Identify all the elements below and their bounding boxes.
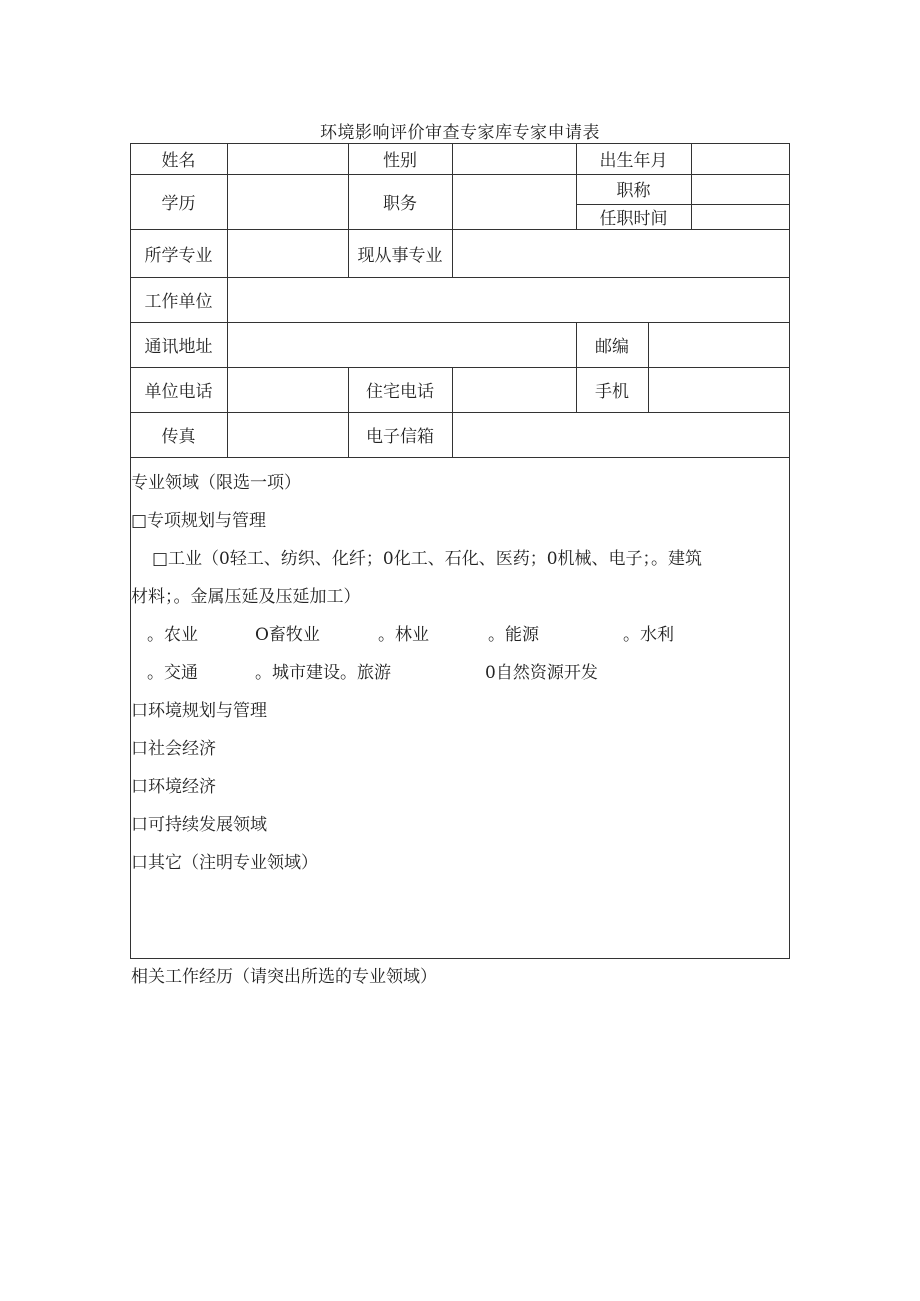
label-employer: 工作单位 xyxy=(144,292,213,312)
option-water-conservancy[interactable]: 。水利 xyxy=(623,625,674,645)
label-home-phone: 住宅电话 xyxy=(366,382,434,402)
form-title: 环境影响评价审查专家库专家申请表 xyxy=(320,123,600,143)
label-tenure: 任职时间 xyxy=(599,209,668,229)
office-phone-field[interactable] xyxy=(228,368,348,412)
name-field[interactable] xyxy=(228,144,348,174)
label-education: 学历 xyxy=(161,194,196,214)
option-industry[interactable]: □工业（0轻工、纺织、化纤；0化工、石化、医药；0机械、电子；。建筑 xyxy=(152,549,703,569)
education-field[interactable] xyxy=(228,175,348,229)
work-experience-heading: 相关工作经历（请突出所选的专业领域） xyxy=(131,967,437,987)
label-mobile: 手机 xyxy=(595,382,629,402)
mobile-field[interactable] xyxy=(649,368,789,412)
label-fax: 传真 xyxy=(161,427,196,447)
option-special-planning[interactable]: □专项规划与管理 xyxy=(131,511,267,531)
label-major-studied: 所学专业 xyxy=(144,245,213,266)
option-industry-continued: 材料；。金属压延及压延加工） xyxy=(131,587,361,607)
option-env-economy[interactable]: 口环境经济 xyxy=(131,777,216,797)
gender-field[interactable] xyxy=(453,144,576,174)
option-urban-construction-tourism[interactable]: 。城市建设。旅游 xyxy=(255,663,391,683)
employer-field[interactable] xyxy=(228,278,789,322)
row-divider xyxy=(130,457,790,458)
label-email: 电子信箱 xyxy=(366,427,434,447)
label-office-phone: 单位电话 xyxy=(144,382,213,402)
option-other[interactable]: 口其它（注明专业领域） xyxy=(131,853,318,873)
option-livestock[interactable]: O畜牧业 xyxy=(255,625,320,645)
option-agriculture[interactable]: 。农业 xyxy=(147,625,198,645)
label-birth-date: 出生年月 xyxy=(599,151,668,171)
postcode-field[interactable] xyxy=(649,323,789,367)
email-field[interactable] xyxy=(453,413,789,457)
option-env-planning[interactable]: 口环境规划与管理 xyxy=(131,701,267,721)
fax-field[interactable] xyxy=(228,413,348,457)
tenure-field[interactable] xyxy=(692,205,789,229)
table-border-bottom xyxy=(130,958,790,959)
major-studied-field[interactable] xyxy=(228,230,348,277)
home-phone-field[interactable] xyxy=(453,368,576,412)
label-gender: 性别 xyxy=(383,151,417,171)
position-field[interactable] xyxy=(453,175,576,229)
option-social-economy[interactable]: 口社会经济 xyxy=(131,739,216,759)
label-name: 姓名 xyxy=(161,151,196,171)
label-postcode: 邮编 xyxy=(595,337,629,357)
address-field[interactable] xyxy=(228,323,576,367)
table-border-right xyxy=(789,143,790,959)
birth-date-field[interactable] xyxy=(692,144,789,174)
label-address: 通讯地址 xyxy=(144,337,213,357)
label-current-field: 现从事专业 xyxy=(357,245,443,266)
option-sustainable-development[interactable]: 口可持续发展领域 xyxy=(131,815,267,835)
option-energy[interactable]: 。能源 xyxy=(488,625,539,645)
domain-heading: 专业领域（限选一项） xyxy=(131,473,301,493)
current-field-input[interactable] xyxy=(453,230,789,277)
option-forestry[interactable]: 。林业 xyxy=(378,625,429,645)
option-transport[interactable]: 。交通 xyxy=(147,663,198,683)
label-position: 职务 xyxy=(383,194,417,214)
label-job-title: 职称 xyxy=(616,180,651,201)
job-title-field[interactable] xyxy=(692,175,789,204)
option-natural-resources[interactable]: 0自然资源开发 xyxy=(485,663,598,683)
